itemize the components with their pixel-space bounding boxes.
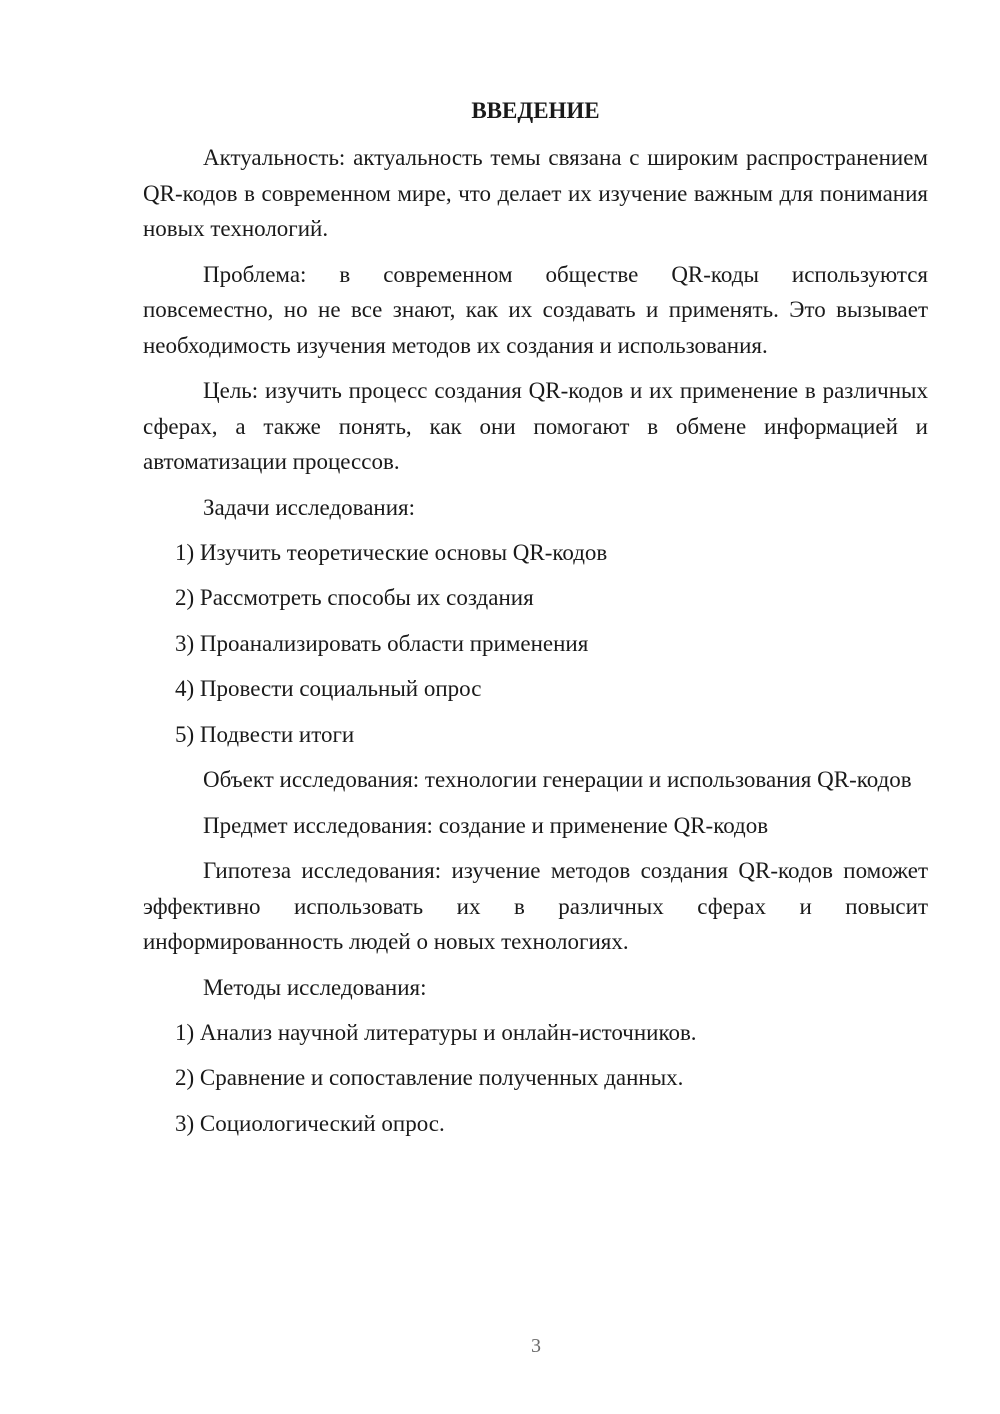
object-paragraph: Объект исследования: технологии генерации и использования QR-кодов (203, 767, 912, 792)
page-number: 3 (531, 1335, 541, 1357)
task-item: 1) Изучить теоретические основы QR-кодов (175, 539, 608, 565)
hypothesis-paragraph: Гипотеза исследования: изучение методов создания QR-кодов поможет эффективно использовать их в различных сферах и повысит информированность людей о новых технологиях. (143, 858, 928, 954)
section-title: ВВЕДЕНИЕ (471, 98, 600, 123)
task-item: 3) Проанализировать области применения (175, 630, 589, 656)
tasks-label: Задачи исследования: (203, 494, 416, 520)
method-item: 3) Социологический опрос. (175, 1110, 445, 1136)
methods-list (143, 1015, 928, 1141)
subject-paragraph: Предмет исследования: создание и применение QR-кодов (203, 812, 769, 838)
tasks-list (143, 535, 928, 752)
task-item: 5) Подвести итоги (175, 721, 355, 747)
method-item: 1) Анализ научной литературы и онлайн-источников. (175, 1019, 697, 1045)
task-item: 2) Рассмотреть способы их создания (175, 585, 534, 610)
goal-paragraph: Цель: изучить процесс создания QR-кодов и их применение в различных сферах, а также понять, как они помогают в обмене информацией и автоматизации процессов. (143, 378, 928, 474)
task-item: 4) Провести социальный опрос (175, 676, 482, 701)
problem-paragraph: Проблема: в современном обществе QR-коды используются повсеместно, но не все знают, как их создавать и применять. Это вызывает необходимость изучения методов их создания и использования. (143, 261, 928, 358)
methods-label: Методы исследования: (203, 974, 427, 1000)
method-item: 2) Сравнение и сопоставление полученных данных. (175, 1065, 684, 1090)
relevance-paragraph: Актуальность: актуальность темы связана с широким распространением QR-кодов в современном мире, что делает их изучение важным для понимания новых технологий. (143, 145, 928, 241)
page-content (143, 94, 928, 1151)
